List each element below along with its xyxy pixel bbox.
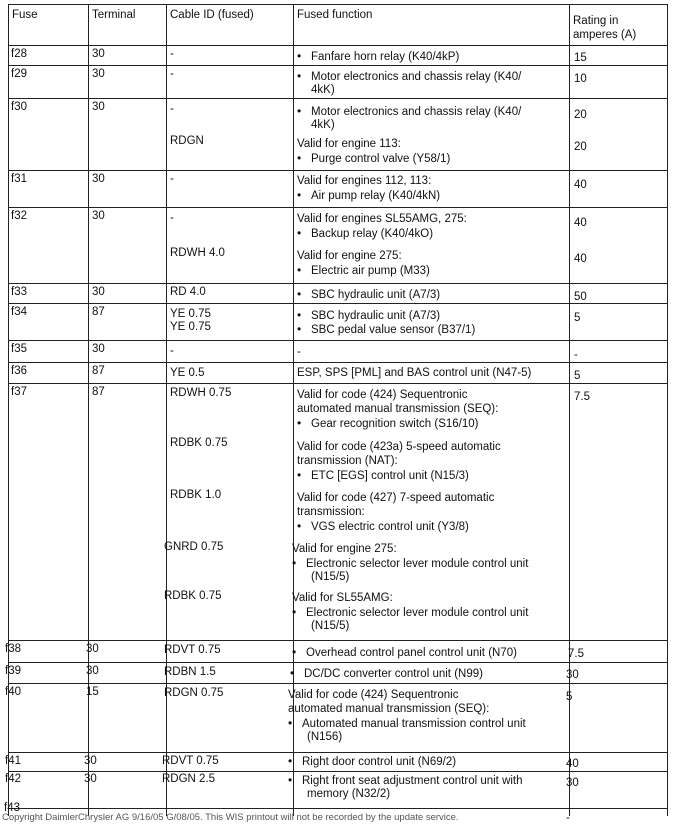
fuse-id: f41 [5,755,21,767]
cable-id: RDGN [170,135,204,147]
row-rule [8,45,668,46]
rating: 40 [574,217,587,229]
validity-note: Valid for engine 113: [297,138,401,150]
fuse-id: f40 [5,686,21,698]
cable-id: - [170,345,174,357]
fused-function: • Electronic selector lever module control unit [292,605,528,620]
cable-id: - [170,48,174,60]
rating: 40 [566,758,579,770]
row-rule [8,283,668,284]
fused-function: • SBC hydraulic unit (A7/3) [297,287,440,302]
fused-function-cont: (N15/5) [311,571,350,583]
cable-id: - [170,212,174,224]
row-rule [8,170,668,171]
cable-id: - [170,173,174,185]
fused-function-cont: (N156) [307,731,343,743]
fused-function-cont: (N15/5) [311,620,350,632]
fuse-id: f43 [4,802,20,814]
fused-function: • Electronic selector lever module control unit [292,556,528,571]
cable-id: RDWH 0.75 [170,387,232,399]
row-rule [8,771,668,772]
terminal: 87 [92,306,105,318]
rating: 7.5 [568,648,584,660]
validity-note-cont: transmission: [297,506,365,518]
fuse-id: f28 [11,48,27,60]
cable-id: - [170,68,174,80]
cable-id: RDBK 0.75 [170,437,228,449]
terminal: 87 [92,365,105,377]
fuse-id: f31 [11,173,27,185]
row-rule [8,303,668,304]
terminal: 15 [86,686,99,698]
header-fuse: Fuse [12,9,38,21]
validity-note-cont: automated manual transmission (SEQ): [297,403,499,415]
fused-function: • ETC [EGS] control unit (N15/3) [297,468,469,483]
terminal: 30 [84,755,97,767]
rating: 30 [566,777,579,789]
row-rule [8,362,668,363]
fused-function: • Gear recognition switch (S16/10) [297,416,478,431]
rating: 50 [574,291,587,303]
rating: 15 [574,52,587,64]
fused-function: • SBC hydraulic unit (A7/3) [297,308,440,323]
validity-note-cont: transmission (NAT): [297,455,398,467]
terminal: 30 [92,286,105,298]
row-rule [8,98,668,99]
header-rating-line2: amperes (A) [573,29,637,41]
fused-function: • Backup relay (K40/4kO) [297,226,433,241]
fused-function: • Motor electronics and chassis relay (K40/ [297,104,521,119]
fused-function: • Fanfare horn relay (K40/4kP) [297,49,459,64]
rating: 5 [574,312,581,324]
rating: 20 [574,141,587,153]
column-rule [667,4,668,816]
cable-id: YE 0.5 [170,367,205,379]
row-rule [8,662,668,663]
fused-function: • Automated manual transmission control unit [288,716,526,731]
terminal: 30 [92,48,105,60]
terminal: 30 [92,68,105,80]
row-rule [8,752,668,753]
validity-note: Valid for engines SL55AMG, 275: [297,213,467,225]
cable-id: RDVT 0.75 [162,755,219,767]
rating: 5 [566,691,573,703]
header-terminal: Terminal [92,9,136,21]
rating: 20 [574,109,587,121]
header-rating-line1: Rating in [573,15,619,27]
fused-function-cont: memory (N32/2) [307,788,391,800]
row-rule [8,340,668,341]
validity-note-cont: automated manual transmission (SEQ): [288,703,490,715]
terminal: 30 [86,643,99,655]
header-cable: Cable ID (fused) [170,9,254,21]
validity-note: Valid for code (423a) 5-speed automatic [297,441,501,453]
cable-id: RDWH 4.0 [170,247,225,259]
terminal: 30 [92,173,105,185]
validity-note: Valid for engines 112, 113: [297,175,432,187]
rating: 30 [566,669,579,681]
fuse-id: f35 [11,343,27,355]
cable-id: RDGN 2.5 [162,773,216,785]
row-rule [8,383,668,384]
cable-id: YE 0.75 [170,321,211,333]
validity-note: Valid for code (424) Sequentronic [288,689,459,701]
terminal: 30 [92,101,105,113]
fused-function-cont: 4kK) [311,119,335,131]
row-rule [8,808,668,809]
terminal: 30 [92,210,105,222]
cable-id: - [170,103,174,115]
validity-note: Valid for engine 275: [297,250,402,262]
fuse-id: f42 [5,773,21,785]
fuse-id: f32 [11,210,27,222]
fused-function-cont: 4kK) [311,84,335,96]
fused-function: • Overhead control panel control unit (N70) [292,645,517,660]
fuse-id: f30 [11,101,27,113]
cable-id: RDBK 1.0 [170,489,222,501]
row-rule [8,640,668,641]
fuse-id: f29 [11,68,27,80]
validity-note: Valid for SL55AMG: [292,592,393,604]
fuse-id: f37 [11,386,27,398]
copyright-footer: Copyright DaimlerChrysler AG 9/16/05 G/08/05. This WIS printout will not be recorded by the update service. [2,812,459,823]
fused-function: • Purge control valve (Y58/1) [297,151,450,166]
rating: - [566,812,570,824]
cable-id: RDGN 0.75 [164,687,224,699]
fused-function: • Right front seat adjustment control unit with [288,773,523,788]
fused-function: • Electric air pump (M33) [297,263,430,278]
terminal: 30 [92,343,105,355]
terminal: 30 [84,773,97,785]
fused-function: • SBC pedal value sensor (B37/1) [297,322,475,337]
rating: 40 [574,179,587,191]
cable-id: RDBK 0.75 [164,590,222,602]
fused-function: - [297,346,301,358]
terminal: 87 [92,386,105,398]
rating: 7.5 [574,391,590,403]
fused-function: • Motor electronics and chassis relay (K40/ [297,69,521,84]
fused-function: • Right door control unit (N69/2) [288,754,456,769]
rating: 10 [574,73,587,85]
fused-function: ESP, SPS [PML] and BAS control unit (N47-5) [297,367,532,379]
cable-id: RD 4.0 [170,286,206,298]
row-rule [8,207,668,208]
validity-note: Valid for code (424) Sequentronic [297,389,468,401]
fused-function: • VGS electric control unit (Y3/8) [297,519,469,534]
row-rule [8,65,668,66]
cable-id: RDBN 1.5 [164,666,216,678]
cable-id: GNRD 0.75 [164,541,224,553]
fuse-id: f33 [11,286,27,298]
validity-note: Valid for engine 275: [292,543,397,555]
fused-function: • DC/DC converter control unit (N99) [290,666,483,681]
fuse-id: f34 [11,306,27,318]
rating: 40 [574,253,587,265]
cable-id: RDVT 0.75 [164,644,221,656]
terminal: 30 [86,665,99,677]
validity-note: Valid for code (427) 7-speed automatic [297,492,495,504]
fused-function: • Air pump relay (K40/4kN) [297,188,440,203]
fuse-id: f38 [5,643,21,655]
rating: - [574,349,578,361]
fuse-id: f39 [5,665,21,677]
header-function: Fused function [297,9,373,21]
rating: 5 [574,370,581,382]
row-rule [8,683,668,684]
cable-id: YE 0.75 [170,308,211,320]
fuse-id: f36 [11,365,27,377]
